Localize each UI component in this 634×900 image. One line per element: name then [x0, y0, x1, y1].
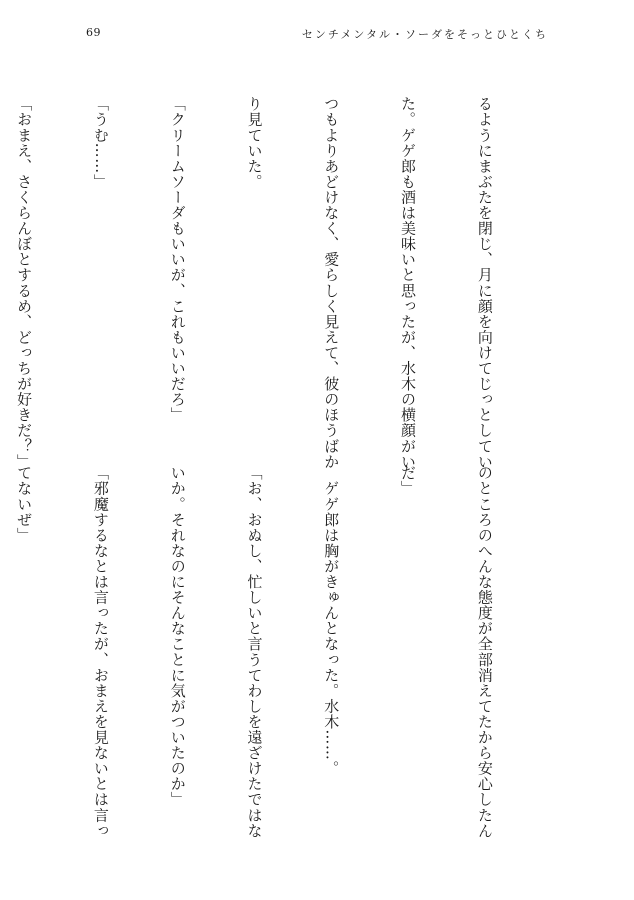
body-text-upper-block [15, 96, 548, 470]
text-line: つもよりあどけなく、愛らしく見えて、彼のほうばか [322, 96, 341, 470]
text-line: いか。それなのにそんなことに気がついたのか」 [168, 465, 187, 808]
page-number: 69 [86, 26, 101, 39]
text-line: 「クリームソーダもいいが、これもいいだろ」 [168, 96, 187, 423]
text-line: ゲゲ郎は胸がきゅんとなった。水木……。 [322, 465, 341, 776]
text-line: だ」 [399, 465, 418, 497]
text-line: 「邪魔するなとは言ったが、おまえを見ないとは言っ [91, 465, 110, 839]
text-line: り見ていた。 [245, 96, 264, 190]
text-line: てないぜ」 [15, 465, 34, 543]
text-line: た。ゲゲ郎も酒は美味いと思ったが、水木の横顔がい [399, 96, 418, 470]
text-line: 「うむ……」 [91, 96, 110, 190]
running-header-title: センチメンタル・ソーダをそっとひとくち [301, 28, 548, 41]
text-line: 「おまえ、さくらんぼとするめ、どっちが好きだ？」 [15, 96, 34, 470]
text-line: のところのへんな態度が全部消えてたから安心したん [475, 465, 494, 839]
text-line: 「お、おぬし、忙しいと言うてわしを遠ざけたではな [245, 465, 264, 839]
text-line: るようにまぶたを閉じ、月に顔を向けてじっとしてい [475, 96, 494, 470]
body-text-lower-block [15, 465, 548, 839]
